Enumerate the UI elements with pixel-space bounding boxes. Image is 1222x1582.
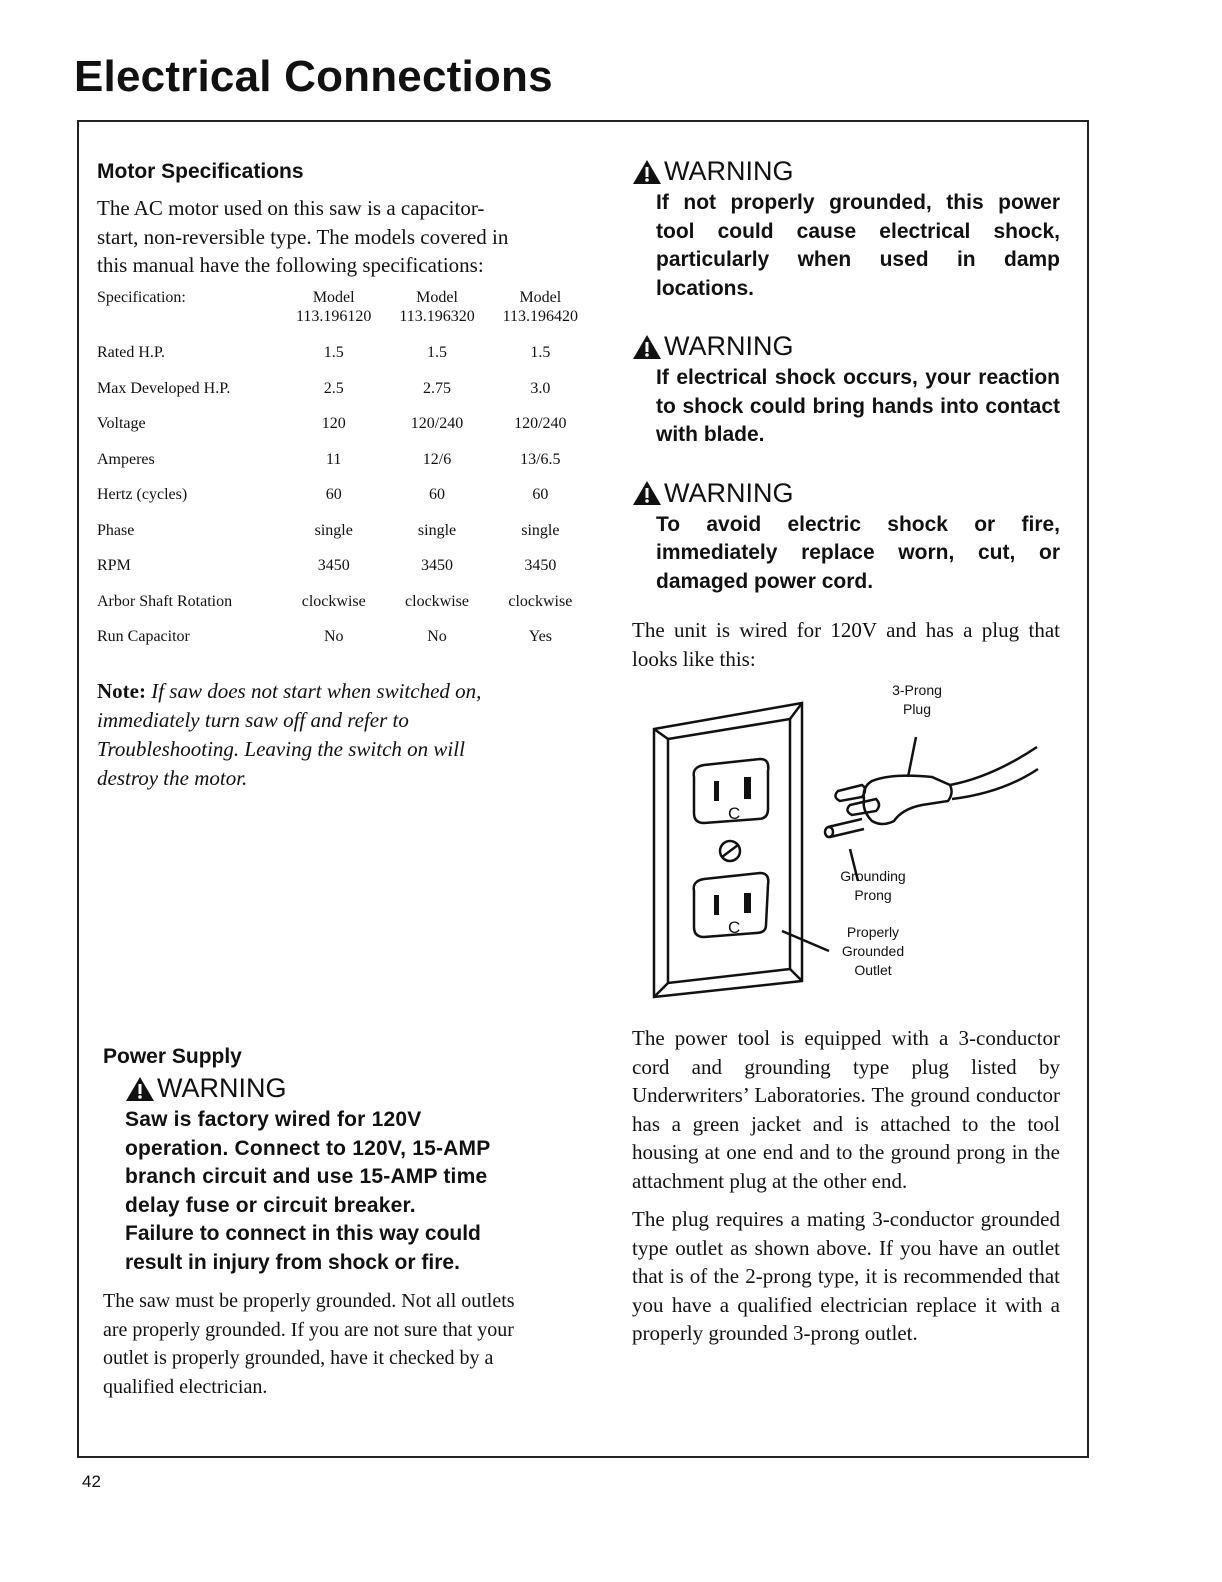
motor-note bbox=[97, 677, 517, 793]
cell: 120/240 bbox=[410, 415, 464, 433]
label-text: Plug bbox=[902, 701, 932, 717]
table-row bbox=[97, 549, 592, 585]
power-supply-section bbox=[103, 1045, 543, 1401]
cell: 120 bbox=[321, 415, 346, 433]
label-grounded-outlet bbox=[828, 923, 918, 980]
power-supply-heading: Power Supply bbox=[103, 1045, 242, 1068]
table-row bbox=[97, 336, 592, 372]
warning-block bbox=[632, 156, 1060, 303]
label-text: Properly bbox=[846, 924, 900, 940]
plug-intro: The unit is wired for 120V and has a plug that looks like this: bbox=[632, 618, 1060, 671]
cell: 2.5 bbox=[323, 379, 344, 397]
model-header bbox=[385, 288, 488, 336]
row-label: RPM bbox=[97, 557, 131, 575]
table-row bbox=[97, 442, 592, 478]
warning-block bbox=[632, 478, 1060, 597]
row-label: Phase bbox=[97, 521, 135, 539]
warning-triangle-icon bbox=[632, 480, 662, 506]
warning-triangle-icon bbox=[125, 1076, 155, 1102]
warning-header bbox=[125, 1073, 543, 1104]
cell: clockwise bbox=[405, 592, 470, 610]
cell: No bbox=[427, 628, 447, 646]
model-number: 113.196420 bbox=[502, 307, 579, 325]
grounding-section bbox=[632, 1024, 1060, 1348]
cell: 3450 bbox=[421, 557, 454, 575]
table-row bbox=[97, 584, 592, 620]
label-text: 3-Prong bbox=[892, 682, 942, 698]
warning-text: Failure to connect in this way could result in injury from shock or fire. bbox=[125, 1222, 481, 1274]
note-text: If saw does not start when switched on, immediately turn saw off and refer to Troubleshooting. Leaving the switch on will destroy the motor. bbox=[97, 679, 482, 790]
motor-specifications-heading: Motor Specifications bbox=[97, 160, 304, 183]
table-row bbox=[97, 513, 592, 549]
model-header bbox=[489, 288, 592, 336]
page-number: 42 bbox=[82, 1472, 101, 1491]
row-label: Run Capacitor bbox=[97, 628, 190, 646]
cell: single bbox=[417, 521, 457, 539]
row-label: Hertz (cycles) bbox=[97, 486, 188, 504]
cell: 1.5 bbox=[323, 344, 344, 362]
table-row bbox=[97, 371, 592, 407]
spec-table-header bbox=[97, 288, 592, 336]
label-text: Grounded bbox=[841, 943, 905, 959]
motor-spec-table bbox=[97, 288, 592, 656]
row-label: Amperes bbox=[97, 450, 155, 468]
cell: 60 bbox=[532, 486, 549, 504]
spec-header-label-text: Specification: bbox=[97, 288, 186, 306]
cell: 13/6.5 bbox=[520, 450, 561, 468]
cell: clockwise bbox=[301, 592, 366, 610]
power-supply-warning bbox=[125, 1073, 543, 1277]
cell: Yes bbox=[528, 628, 552, 646]
model-label: Model bbox=[416, 288, 458, 306]
label-grounding-prong bbox=[828, 867, 918, 905]
model-label: Model bbox=[519, 288, 562, 306]
warning-text: To avoid electric shock or fire, immediately replace worn, cut, or damaged power cord. bbox=[656, 512, 1060, 593]
model-label: Model bbox=[312, 288, 355, 306]
model-header bbox=[282, 288, 385, 336]
row-label: Voltage bbox=[97, 415, 146, 433]
warning-title: WARNING bbox=[664, 331, 794, 361]
warning-text: Saw is factory wired for 120V operation. Connect to 120V, 15-AMP branch circuit and use 15-AMP time delay fuse or circuit breaker. bbox=[125, 1108, 491, 1217]
cell: 3.0 bbox=[530, 379, 551, 397]
cell: No bbox=[323, 628, 344, 646]
motor-specifications-intro: The AC motor used on this saw is a capacitor-start, non-reversible type. The models covered in this manual have the following specifications: bbox=[97, 196, 509, 277]
label-text: Outlet bbox=[854, 962, 892, 978]
note-label: Note: bbox=[97, 679, 146, 703]
row-label: Max Developed H.P. bbox=[97, 379, 231, 397]
warning-text: If not properly grounded, this power tool could cause electrical shock, particularly when used in damp locations. bbox=[656, 191, 1060, 300]
table-row bbox=[97, 407, 592, 443]
warning-triangle-icon bbox=[632, 334, 662, 360]
cell: 1.5 bbox=[530, 344, 551, 362]
cell: 60 bbox=[325, 486, 342, 504]
grounding-paragraph: The power tool is equipped with a 3-conductor cord and grounding type plug listed by Underwriters’ Laboratories. The ground conductor has a green jacket and is attached to the tool housing at one end and to the ground prong in the attachment plug at the other end. bbox=[632, 1026, 1060, 1193]
receptacle-mark: C bbox=[728, 804, 741, 823]
row-label: Arbor Shaft Rotation bbox=[97, 592, 233, 610]
cell: 120/240 bbox=[514, 415, 567, 433]
grounding-paragraph: The plug requires a mating 3-conductor grounded type outlet as shown above. If you have an outlet that is of the 2-prong type, it is recommended that you have a qualified electrician replace it with a properly grounded 3-prong outlet. bbox=[632, 1207, 1060, 1345]
table-row bbox=[97, 478, 592, 514]
warning-title: WARNING bbox=[664, 156, 794, 186]
cell: 60 bbox=[429, 486, 446, 504]
cell: 11 bbox=[326, 450, 342, 468]
model-number: 113.196320 bbox=[399, 307, 475, 325]
label-text: Grounding bbox=[840, 868, 906, 884]
table-row bbox=[97, 620, 592, 656]
cell: 3450 bbox=[317, 557, 350, 575]
row-label: Rated H.P. bbox=[97, 344, 165, 362]
label-text: Prong bbox=[854, 887, 892, 903]
label-3-prong-plug bbox=[872, 681, 962, 719]
cell: clockwise bbox=[508, 592, 573, 610]
cell: 1.5 bbox=[427, 344, 448, 362]
warnings-section bbox=[632, 156, 1060, 1001]
warning-block bbox=[632, 331, 1060, 450]
warning-title: WARNING bbox=[157, 1073, 287, 1103]
receptacle-mark: C bbox=[728, 918, 741, 937]
warning-text: If electrical shock occurs, your reaction to shock could bring hands into contact with blade. bbox=[656, 366, 1060, 446]
cell: single bbox=[314, 521, 353, 539]
warning-header bbox=[632, 331, 1060, 362]
power-supply-body: The saw must be properly grounded. Not all outlets are properly grounded. If you are not sure that your outlet is properly grounded, have it checked by a qualified electrician. bbox=[103, 1290, 515, 1398]
warning-header bbox=[632, 156, 1060, 187]
cell: 12/6 bbox=[422, 450, 452, 468]
warning-header bbox=[632, 478, 1060, 509]
warning-title: WARNING bbox=[664, 477, 794, 508]
model-number: 113.196120 bbox=[296, 307, 372, 325]
plug-outlet-diagram bbox=[632, 681, 1060, 1001]
page-title: Electrical Connections bbox=[74, 52, 553, 101]
motor-specifications-section bbox=[97, 160, 597, 793]
cell: single bbox=[521, 521, 560, 539]
warning-triangle-icon bbox=[632, 159, 662, 185]
spec-header-label bbox=[97, 288, 282, 336]
cell: 2.75 bbox=[423, 379, 452, 397]
cell: 3450 bbox=[524, 557, 557, 575]
